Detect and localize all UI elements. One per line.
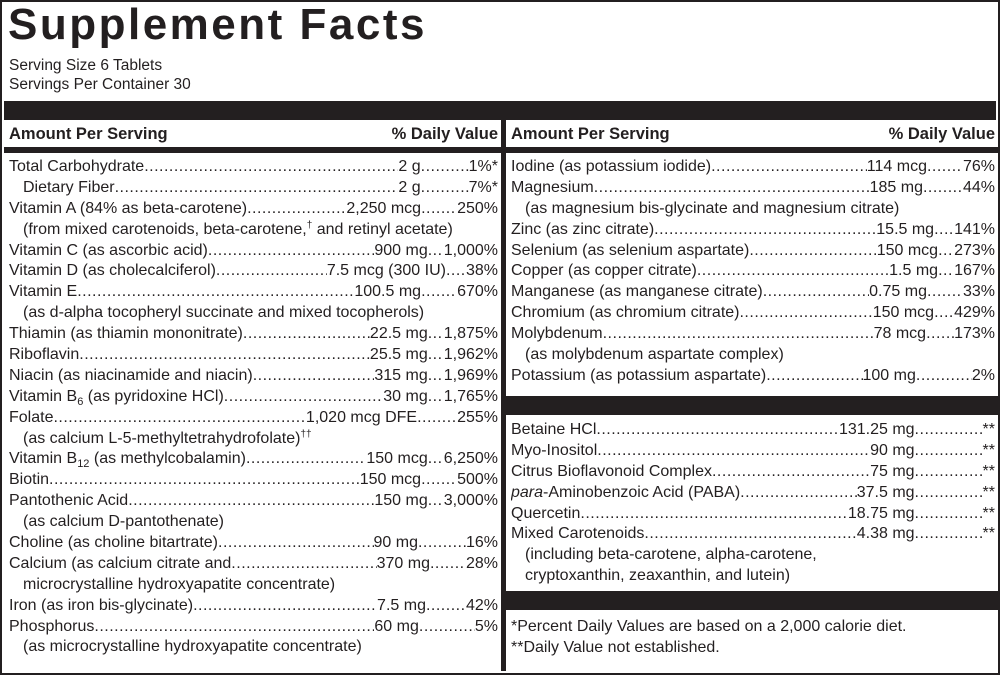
- nutrient-row-potassium: Potassium (as potassium aspartate) ..... 100 mg ..... 2%: [511, 366, 995, 387]
- ingredient-row-mixed-carotenoids: Mixed Carotenoids ..... 4.38 mg ..... **: [511, 524, 995, 545]
- top-thick-rule: [4, 101, 996, 120]
- header-rule: [4, 147, 501, 153]
- nutrient-row-dietary-fiber: Dietary Fiber ..... 2 g ..... 7%*: [9, 178, 498, 199]
- nutrient-row-magnesium: Magnesium ..... 185 mg ..... 44%: [511, 178, 995, 199]
- carotenoids-note-line-2: cryptoxanthin, zeaxanthin, and lutein): [525, 567, 791, 585]
- left-nutrient-list: [9, 157, 498, 658]
- nutrient-row-vitamin-a: Vitamin A (84% as beta-carotene) ..... 2,250 mcg ..... 250%: [9, 199, 498, 220]
- nutrient-row-manganese: Manganese (as manganese citrate) ..... 0.75 mg ..... 33%: [511, 282, 995, 303]
- daily-value-heading: % Daily Value: [888, 125, 995, 143]
- ingredient-row-myo-inositol: Myo-Inositol ..... 90 mg ..... **: [511, 441, 995, 462]
- nutrient-row-vitamin-c: Vitamin C (as ascorbic acid) ..... 900 mg ..... 1,000%: [9, 241, 498, 262]
- magnesium-source-note: (as magnesium bis-glycinate and magnesium citrate): [525, 199, 900, 217]
- footnote-thick-rule: [506, 591, 998, 610]
- other-ingredients-list: [511, 420, 995, 587]
- nutrient-row-choline: Choline (as choline bitartrate) ..... 90 mg ..... 16%: [9, 533, 498, 554]
- nutrient-row-vitamin-e: Vitamin E ..... 100.5 mg ..... 670%: [9, 282, 498, 303]
- nutrient-row-zinc: Zinc (as zinc citrate) ..... 15.5 mg ..... 141%: [511, 220, 995, 241]
- right-column: [506, 120, 998, 671]
- daily-value-heading: % Daily Value: [391, 125, 498, 143]
- carotenoids-note-line-1: (including beta-carotene, alpha-carotene,: [525, 546, 817, 564]
- nutrient-row-pantothenic-acid: Pantothenic Acid ..... 150 mg ..... 3,000%: [9, 491, 498, 512]
- phosphorus-source-note: (as microcrystalline hydroxyapatite concentrate): [23, 638, 362, 656]
- nutrient-row-calcium: Calcium (as calcium citrate and ..... 370 mg ..... 28%: [9, 554, 498, 575]
- footnote-dv-not-established: **Daily Value not established.: [511, 639, 720, 656]
- vitamin-a-source-note: (from mixed carotenoids, beta-carotene,† and retinyl acetate): [23, 219, 453, 238]
- nutrient-row-niacin: Niacin (as niacinamide and niacin) ..... 315 mg ..... 1,969%: [9, 366, 498, 387]
- amount-per-serving-heading: Amount Per Serving: [9, 125, 168, 143]
- ingredient-row-paba: para-Aminobenzoic Acid (PABA) ..... 37.5 mg ..... **: [511, 483, 995, 504]
- nutrient-row-folate: Folate ..... 1,020 mcg DFE ..... 255%: [9, 408, 498, 429]
- nutrient-row-copper: Copper (as copper citrate) ..... 1.5 mg ..... 167%: [511, 261, 995, 282]
- ingredient-row-betaine-hcl: Betaine HCl ..... 131.25 mg ..... **: [511, 420, 995, 441]
- ingredient-row-citrus-bioflavonoid: Citrus Bioflavonoid Complex ..... 75 mg ..... **: [511, 462, 995, 483]
- nutrient-row-iron: Iron (as iron bis-glycinate) ..... 7.5 mg ..... 42%: [9, 596, 498, 617]
- nutrient-row-vitamin-b6: Vitamin $B_6$ (as pyridoxine HCl) ..... 30 mg ..... 1,765%: [9, 387, 498, 408]
- servings-per-container: Servings Per Container 30: [9, 76, 191, 93]
- molybdenum-source-note: (as molybdenum aspartate complex): [525, 346, 784, 364]
- nutrient-row-thiamin: Thiamin (as thiamin mononitrate) ..... 22.5 mg ..... 1,875%: [9, 324, 498, 345]
- amount-per-serving-heading: Amount Per Serving: [511, 125, 670, 143]
- nutrient-row-total-carbohydrate: Total Carbohydrate ..... 2 g ..... 1%*: [9, 157, 498, 178]
- nutrient-row-molybdenum: Molybdenum ..... 78 mcg ..... 173%: [511, 324, 995, 345]
- serving-size: Serving Size 6 Tablets: [9, 57, 163, 74]
- footnote-daily-value-basis: *Percent Daily Values are based on a 2,000 calorie diet.: [511, 618, 907, 635]
- nutrient-row-iodine: Iodine (as potassium iodide) ..... 114 mcg ..... 76%: [511, 157, 995, 178]
- calcium-source-note: microcrystalline hydroxyapatite concentrate): [23, 575, 336, 593]
- nutrient-row-chromium: Chromium (as chromium citrate) ..... 150 mcg ..... 429%: [511, 303, 995, 324]
- panel-title: Supplement Facts: [8, 0, 427, 49]
- header-rule: [506, 147, 998, 153]
- right-nutrient-list: [511, 157, 995, 387]
- section-thick-rule: [506, 396, 998, 415]
- nutrient-row-selenium: Selenium (as selenium aspartate) ..... 150 mcg ..... 273%: [511, 241, 995, 262]
- pantothenic-acid-source-note: (as calcium D-pantothenate): [23, 513, 224, 531]
- left-column-header: [9, 123, 498, 145]
- left-column: [4, 120, 501, 671]
- vitamin-e-source-note: (as d-alpha tocopheryl succinate and mixed tocopherols): [23, 304, 425, 322]
- folate-source-note: (as calcium L-5-methyltetrahydrofolate)††: [23, 428, 312, 447]
- ingredient-row-quercetin: Quercetin ..... 18.75 mg ..... **: [511, 504, 995, 525]
- right-column-header: [511, 123, 995, 145]
- nutrient-row-vitamin-b12: Vitamin $B_{12}$ (as methylcobalamin) ..... 150 mcg ..... 6,250%: [9, 449, 498, 470]
- nutrient-row-phosphorus: Phosphorus ..... 60 mg ..... 5%: [9, 617, 498, 638]
- nutrient-row-riboflavin: Riboflavin ..... 25.5 mg ..... 1,962%: [9, 345, 498, 366]
- nutrient-row-biotin: Biotin ..... 150 mcg ..... 500%: [9, 470, 498, 491]
- nutrient-row-vitamin-d: Vitamin D (as cholecalciferol) ..... 7.5 mcg (300 IU) ..... 38%: [9, 261, 498, 282]
